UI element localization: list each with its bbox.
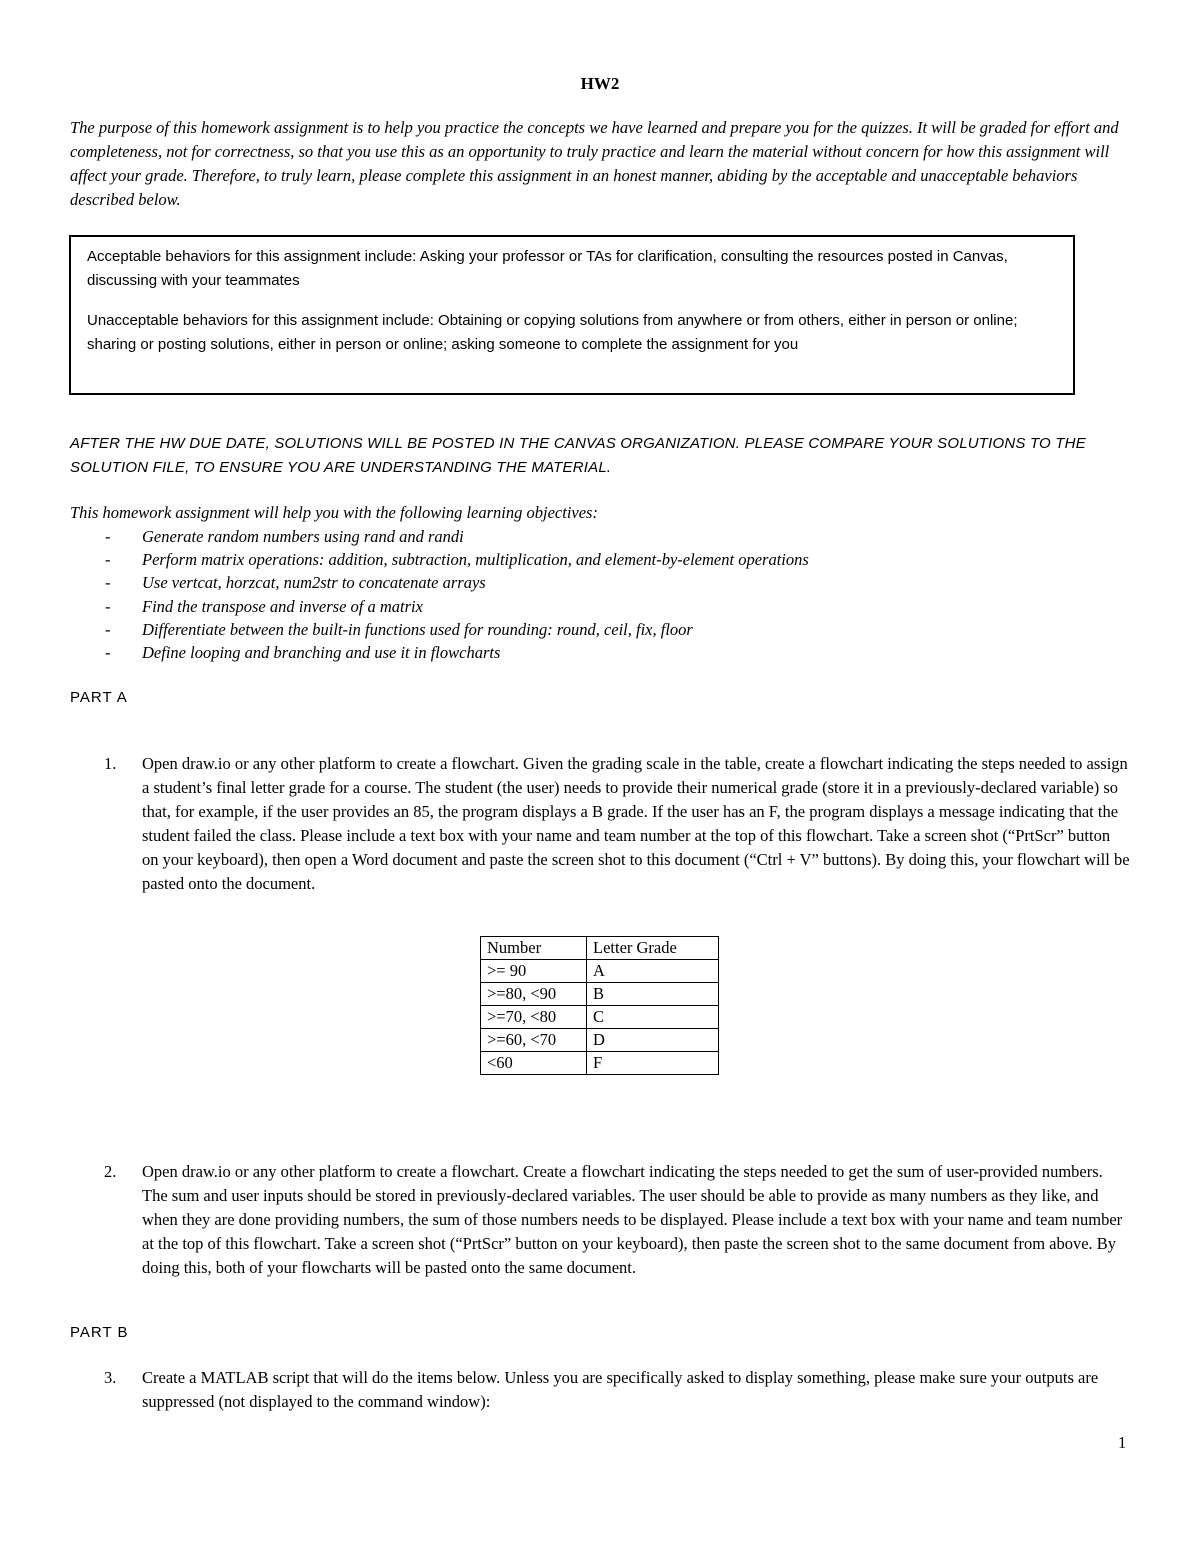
table-cell: >=70, <80 [481,1006,587,1029]
behavior-rules-box [69,235,1075,395]
objective-item: - Define looping and branching and use it in flowcharts [70,641,1130,664]
question-number: 3. [104,1368,117,1387]
table-cell: D [587,1029,719,1052]
table-cell: A [587,960,719,983]
solutions-note: AFTER THE HW DUE DATE, SOLUTIONS WILL BE POSTED IN THE CANVAS ORGANIZATION. PLEASE COMPARE YOUR SOLUTIONS TO THE SOLUTION FILE, TO ENSURE YOU ARE UNDERSTANDING THE MATERIAL. [70,435,1086,476]
question-number: 1. [104,754,117,773]
question-number: 2. [104,1162,117,1181]
table-cell: <60 [481,1052,587,1075]
objectives-intro: This homework assignment will help you with the following learning objectives: [70,503,598,522]
table-cell: >=80, <90 [481,983,587,1006]
part-a-heading: PART A [70,689,128,706]
table-cell: C [587,1006,719,1029]
part-b-heading: PART B [70,1324,129,1341]
table-header-cell: Number [481,937,587,960]
learning-objectives [70,501,1130,664]
table-cell: B [587,983,719,1006]
bullet-dash: - [105,619,111,639]
question-1 [70,752,1130,896]
page-title: HW2 [580,74,620,93]
table-row [481,1006,719,1029]
bullet-dash: - [105,643,111,663]
page-number: 1 [1118,1433,1127,1452]
question-2 [70,1160,1130,1280]
purpose-paragraph: The purpose of this homework assignment is to help you practice the concepts we have learned and prepare you for the quizzes. It will be graded for effort and completeness, not for correctness, so that you use this as an opportunity to truly practice and learn the material without concern for how this assignment will affect your grade. Therefore, to truly learn, please complete this assignment in an honest manner, abiding by the acceptable and unacceptable behaviors described below. [70,118,1119,209]
table-row [481,1029,719,1052]
bullet-dash: - [105,573,111,593]
table-header-row [481,937,719,960]
table-row [481,983,719,1006]
bullet-dash: - [105,596,111,616]
acceptable-behaviors: Acceptable behaviors for this assignment include: Asking your professor or TAs for clarification, consulting the resources posted in Canvas, discussing with your teammates [87,248,1008,289]
objective-item: - Use vertcat, horzcat, num2str to concatenate arrays [70,571,1130,594]
table-cell: F [587,1052,719,1075]
table-row [481,960,719,983]
bullet-dash: - [105,527,111,546]
question-text: Open draw.io or any other platform to create a flowchart. Given the grading scale in the table, create a flowchart indicating the steps needed to assign a student’s final letter grade for a course. The student (the user) needs to provide their numerical grade (store it in a previously-declared variable) so that, for example, if the user provides an 85, the program displays a B grade. If the user has an F, the program displays a message indicating that the student failed the class. Please include a text box with your name and team number at the top of this flowchart. Take a screen shot (“PrtScr” button on your keyboard), then open a Word document and paste the screen shot to this document (“Ctrl + V” buttons). By doing this, your flowchart will be pasted onto the document. [142,754,1130,893]
objective-item: - Find the transpose and inverse of a matrix [70,595,1130,618]
bullet-dash: - [105,550,111,570]
question-3 [70,1366,1130,1414]
question-text: Open draw.io or any other platform to create a flowchart. Create a flowchart indicating the steps needed to get the sum of user-provided numbers. The sum and user inputs should be stored in previously-declared variables. The user should be able to provide as many numbers as they like, and when they are done providing numbers, the sum of those numbers needs to be displayed. Please include a text box with your name and team number at the top of this flowchart. Take a screen shot (“PrtScr” button on your keyboard), then paste the screen shot to the same document from above. By doing this, both of your flowcharts will be pasted onto the same document. [142,1162,1123,1277]
unacceptable-behaviors: Unacceptable behaviors for this assignment include: Obtaining or copying solutions from anywhere or from others, either in person or online; sharing or posting solutions, either in person or online; asking someone to complete the assignment for you [87,312,1018,353]
question-text: Create a MATLAB script that will do the items below. Unless you are specifically asked to display something, please make sure your outputs are suppressed (not displayed to the command window): [142,1368,1099,1411]
table-header-cell: Letter Grade [587,937,719,960]
objectives-list [70,525,1130,664]
objective-item: - Differentiate between the built-in functions used for rounding: round, ceil, fix, floor [70,618,1130,641]
table-cell: >= 90 [481,960,587,983]
objective-item: - Perform matrix operations: addition, subtraction, multiplication, and element-by-element operations [70,548,1130,571]
table-cell: >=60, <70 [481,1029,587,1052]
table-row [481,1052,719,1075]
grading-scale-table [480,936,719,1075]
objective-item: - Generate random numbers using rand and randi [70,525,1130,548]
